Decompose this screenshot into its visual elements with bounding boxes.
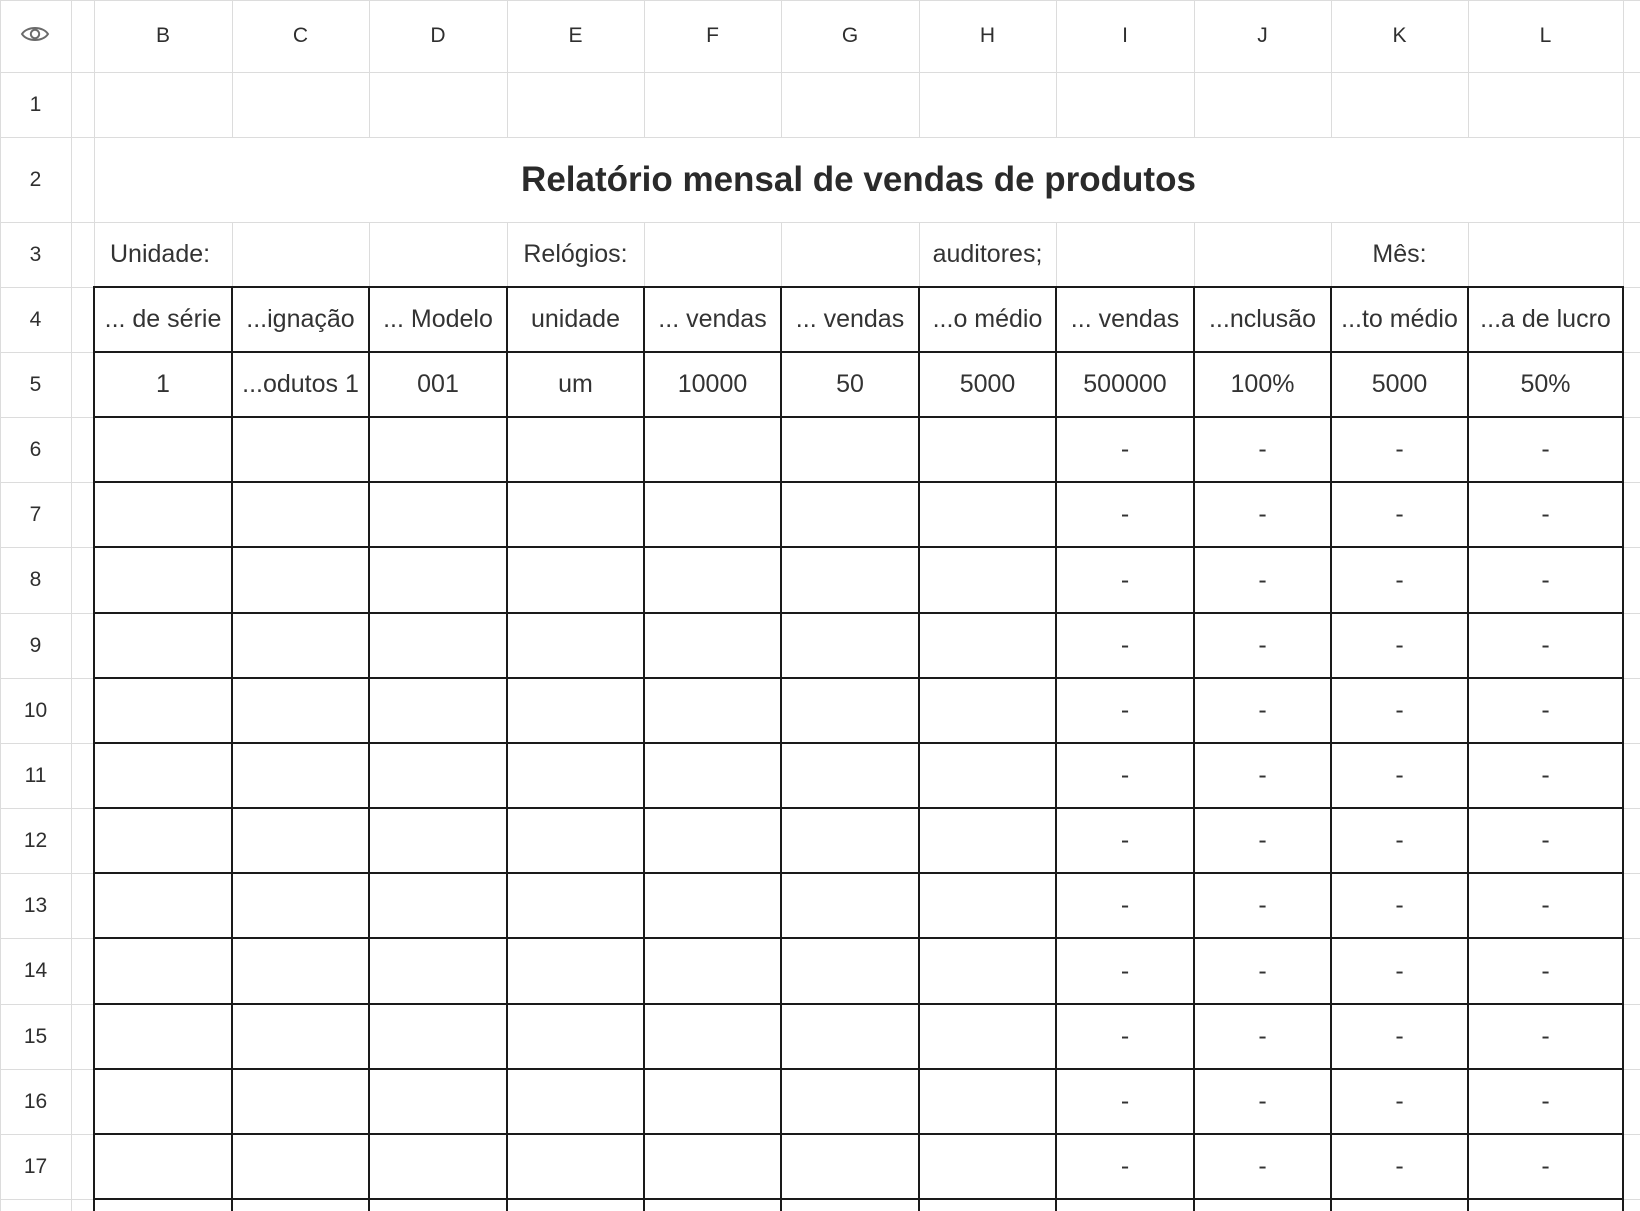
column-header-D[interactable]: D	[430, 24, 446, 47]
table-cell[interactable]	[507, 743, 644, 808]
table-border-horizontal	[93, 612, 1624, 614]
table-cell[interactable]	[781, 482, 919, 547]
table-cell[interactable]: 10000	[677, 370, 748, 398]
table-border-vertical	[643, 286, 645, 1211]
table-border-vertical	[368, 286, 370, 1211]
row-header-11[interactable]: 11	[24, 763, 47, 787]
table-cell[interactable]: -	[1258, 565, 1267, 594]
column-header-H[interactable]: H	[979, 24, 996, 47]
table-cell[interactable]: -	[1395, 1087, 1404, 1115]
table-cell[interactable]	[781, 678, 919, 743]
table-cell[interactable]	[94, 873, 232, 938]
table-cell[interactable]: -	[1395, 631, 1404, 659]
table-cell[interactable]: -	[1395, 1152, 1404, 1180]
table-border-horizontal	[93, 807, 1624, 809]
table-cell[interactable]: -	[1541, 631, 1550, 659]
table-cell[interactable]	[232, 1004, 369, 1069]
table-border-horizontal	[93, 742, 1624, 744]
table-cell[interactable]	[232, 482, 369, 547]
relogios-label: Relógios:	[523, 240, 628, 268]
table-cell[interactable]	[369, 1004, 507, 1069]
table-cell[interactable]	[507, 938, 644, 1004]
table-cell[interactable]	[919, 743, 1056, 808]
table-cell[interactable]	[781, 873, 919, 938]
table-cell[interactable]	[644, 1199, 781, 1211]
table-cell[interactable]: -	[1541, 565, 1550, 594]
table-cell[interactable]	[507, 547, 644, 613]
table-cell[interactable]: -	[1395, 826, 1404, 854]
row-header-7[interactable]: 7	[29, 502, 42, 526]
table-cell[interactable]	[369, 1134, 507, 1199]
table-cell[interactable]: -	[1258, 1087, 1267, 1115]
table-header-cell[interactable]: ... vendas	[658, 305, 767, 333]
column-header-C[interactable]: C	[292, 24, 309, 47]
table-cell[interactable]: -	[1120, 631, 1130, 659]
table-border-vertical	[231, 286, 233, 1211]
gridline-vertical	[71, 0, 72, 1211]
table-cell[interactable]: -	[1120, 891, 1130, 919]
table-cell[interactable]: 50%	[1520, 370, 1571, 398]
table-border-horizontal	[93, 1198, 1624, 1200]
table-cell[interactable]: -	[1258, 956, 1267, 985]
row-header-10[interactable]: 10	[23, 698, 48, 722]
table-header-cell[interactable]: unidade	[531, 305, 620, 333]
table-cell[interactable]	[781, 613, 919, 678]
table-border-horizontal	[93, 937, 1624, 939]
table-cell[interactable]	[644, 1134, 781, 1199]
row-header-13[interactable]: 13	[23, 893, 48, 917]
table-cell[interactable]	[644, 1004, 781, 1069]
table-cell[interactable]: -	[1541, 1022, 1550, 1050]
table-border-horizontal	[93, 416, 1624, 418]
table-border-horizontal	[93, 286, 1624, 288]
table-cell[interactable]: -	[1120, 1152, 1130, 1180]
unidade-label: Unidade:	[110, 240, 211, 268]
table-cell[interactable]: 500000	[1083, 370, 1167, 398]
table-cell[interactable]	[507, 808, 644, 873]
table-cell[interactable]: -	[1120, 956, 1130, 985]
table-border-horizontal	[93, 1068, 1624, 1070]
table-cell[interactable]	[781, 417, 919, 482]
table-border-vertical	[506, 286, 508, 1211]
column-header-G[interactable]: G	[841, 24, 859, 47]
row-header-12[interactable]: 12	[23, 828, 48, 852]
table-cell[interactable]: -	[1395, 435, 1404, 463]
table-cell[interactable]	[369, 678, 507, 743]
table-cell[interactable]	[94, 678, 232, 743]
table-cell[interactable]	[232, 1134, 369, 1199]
table-cell[interactable]	[919, 417, 1056, 482]
table-header-cell[interactable]: ...to médio	[1341, 305, 1458, 333]
table-cell[interactable]	[232, 938, 369, 1004]
table-cell[interactable]: ...odutos 1	[242, 370, 359, 398]
row-header-5[interactable]: 5	[29, 372, 42, 396]
gridline-horizontal	[0, 72, 1640, 73]
table-cell[interactable]	[232, 873, 369, 938]
table-cell[interactable]	[919, 482, 1056, 547]
eye-icon	[20, 23, 50, 50]
row-header-8[interactable]: 8	[29, 568, 42, 591]
table-cell[interactable]	[1056, 1199, 1194, 1211]
table-cell[interactable]	[507, 1199, 644, 1211]
table-cell[interactable]	[781, 1134, 919, 1199]
table-cell[interactable]: 001	[417, 370, 459, 398]
table-cell[interactable]	[919, 873, 1056, 938]
table-cell[interactable]	[94, 547, 232, 613]
table-cell[interactable]: -	[1395, 761, 1404, 789]
table-cell[interactable]: 5000	[1371, 370, 1428, 398]
table-cell[interactable]: -	[1120, 500, 1130, 528]
table-cell[interactable]: -	[1541, 1152, 1550, 1180]
table-border-horizontal	[93, 351, 1624, 353]
table-cell[interactable]: -	[1258, 1152, 1267, 1180]
table-cell[interactable]: -	[1541, 761, 1550, 789]
table-border-vertical	[93, 286, 95, 1211]
table-header-cell[interactable]: ... de série	[104, 305, 222, 333]
table-cell[interactable]: -	[1541, 1087, 1550, 1115]
table-cell[interactable]: um	[558, 370, 593, 398]
table-cell[interactable]: -	[1120, 1022, 1130, 1050]
row-header-6[interactable]: 6	[29, 437, 42, 461]
table-border-horizontal	[93, 546, 1624, 548]
table-cell[interactable]	[781, 743, 919, 808]
table-cell[interactable]: 1	[156, 370, 170, 398]
table-border-horizontal	[93, 1003, 1624, 1005]
table-cell[interactable]	[94, 1134, 232, 1199]
table-cell[interactable]	[644, 1069, 781, 1134]
row-header-4[interactable]: 4	[29, 307, 42, 331]
table-cell[interactable]	[781, 1199, 919, 1211]
row-header-16[interactable]: 16	[23, 1089, 48, 1113]
table-border-horizontal	[93, 1133, 1624, 1135]
table-cell[interactable]	[369, 417, 507, 482]
table-cell[interactable]	[94, 417, 232, 482]
column-header-B[interactable]: B	[155, 24, 170, 47]
table-cell[interactable]	[94, 482, 232, 547]
table-cell[interactable]	[94, 613, 232, 678]
table-cell[interactable]	[507, 482, 644, 547]
table-cell[interactable]	[369, 938, 507, 1004]
table-cell[interactable]: -	[1395, 565, 1404, 594]
column-header-E[interactable]: E	[568, 24, 583, 47]
table-cell[interactable]	[232, 547, 369, 613]
table-cell[interactable]: -	[1120, 435, 1130, 463]
table-cell[interactable]	[369, 547, 507, 613]
table-cell[interactable]	[94, 743, 232, 808]
table-cell[interactable]	[232, 417, 369, 482]
table-border-horizontal	[93, 677, 1624, 679]
table-cell[interactable]	[507, 1069, 644, 1134]
table-cell[interactable]: -	[1395, 891, 1404, 919]
table-cell[interactable]	[644, 417, 781, 482]
table-cell[interactable]	[1331, 1199, 1468, 1211]
table-cell[interactable]	[919, 808, 1056, 873]
table-cell[interactable]	[94, 1004, 232, 1069]
table-cell[interactable]	[369, 873, 507, 938]
table-cell[interactable]	[644, 873, 781, 938]
table-cell[interactable]	[369, 743, 507, 808]
table-cell[interactable]	[644, 938, 781, 1004]
table-cell[interactable]	[94, 1069, 232, 1134]
table-cell[interactable]: -	[1258, 696, 1267, 724]
table-cell[interactable]	[232, 1199, 369, 1211]
table-cell[interactable]	[94, 1199, 232, 1211]
table-cell[interactable]: -	[1541, 696, 1550, 724]
table-cell[interactable]	[507, 613, 644, 678]
table-cell[interactable]: -	[1258, 500, 1267, 528]
table-cell[interactable]	[919, 1199, 1056, 1211]
table-cell[interactable]: -	[1258, 1022, 1267, 1050]
table-cell[interactable]: -	[1258, 891, 1267, 919]
table-cell[interactable]: -	[1258, 826, 1267, 854]
table-cell[interactable]	[507, 417, 644, 482]
table-cell[interactable]	[1194, 1199, 1331, 1211]
table-cell[interactable]	[369, 1199, 507, 1211]
table-cell[interactable]	[369, 613, 507, 678]
table-cell[interactable]: -	[1120, 565, 1130, 594]
table-cell[interactable]	[369, 808, 507, 873]
table-cell[interactable]: -	[1541, 500, 1550, 528]
row-header-14[interactable]: 14	[23, 959, 48, 982]
table-cell[interactable]	[781, 547, 919, 613]
column-header-L[interactable]: L	[1539, 24, 1552, 47]
table-header-cell[interactable]: ... vendas	[1070, 305, 1180, 333]
table-cell[interactable]: -	[1541, 826, 1550, 854]
table-cell[interactable]	[507, 873, 644, 938]
table-cell[interactable]	[232, 678, 369, 743]
table-cell[interactable]	[919, 938, 1056, 1004]
table-border-vertical	[1467, 286, 1469, 1211]
table-cell[interactable]	[507, 678, 644, 743]
table-cell[interactable]	[507, 1004, 644, 1069]
table-header-cell[interactable]: ... vendas	[795, 305, 905, 333]
column-header-J[interactable]: J	[1257, 24, 1268, 47]
table-cell[interactable]: 50	[836, 370, 864, 398]
table-cell[interactable]: -	[1541, 891, 1550, 919]
table-cell[interactable]	[232, 808, 369, 873]
table-cell[interactable]	[94, 808, 232, 873]
table-cell[interactable]: -	[1541, 956, 1550, 985]
table-header-cell[interactable]: ...o médio	[932, 305, 1043, 333]
table-cell[interactable]: -	[1120, 1087, 1130, 1115]
table-cell[interactable]: -	[1258, 435, 1267, 463]
table-border-vertical	[780, 286, 782, 1211]
table-cell[interactable]	[232, 613, 369, 678]
table-cell[interactable]	[919, 678, 1056, 743]
table-cell[interactable]: 100%	[1230, 370, 1295, 398]
table-cell[interactable]: -	[1541, 435, 1550, 463]
table-cell[interactable]: -	[1120, 826, 1130, 854]
table-cell[interactable]: -	[1395, 696, 1404, 724]
auditores-label: auditores;	[932, 240, 1043, 268]
table-header-cell[interactable]: ...ignação	[246, 305, 355, 333]
table-cell[interactable]: -	[1395, 956, 1404, 985]
table-cell[interactable]	[919, 1069, 1056, 1134]
table-border-horizontal	[93, 481, 1624, 483]
table-cell[interactable]	[781, 1069, 919, 1134]
table-cell[interactable]: -	[1258, 761, 1267, 789]
row-header-3[interactable]: 3	[29, 242, 42, 266]
row-header-17[interactable]: 17	[23, 1154, 48, 1178]
table-cell[interactable]: -	[1395, 500, 1404, 528]
table-cell[interactable]	[369, 482, 507, 547]
column-header-I[interactable]: I	[1122, 24, 1128, 47]
row-header-1[interactable]: 1	[29, 92, 42, 116]
table-cell[interactable]	[644, 482, 781, 547]
table-cell[interactable]	[232, 743, 369, 808]
table-border-horizontal	[93, 872, 1624, 874]
table-cell[interactable]	[644, 808, 781, 873]
table-border-vertical	[1330, 286, 1332, 1211]
table-cell[interactable]	[781, 1004, 919, 1069]
table-header-cell[interactable]: ...a de lucro	[1480, 305, 1611, 333]
table-cell[interactable]	[94, 938, 232, 1004]
table-border-vertical	[918, 286, 920, 1211]
table-border-vertical	[1055, 286, 1057, 1211]
table-border-vertical	[1622, 286, 1624, 1211]
table-header-cell[interactable]: ... Modelo	[383, 305, 493, 333]
table-cell[interactable]	[919, 547, 1056, 613]
table-cell[interactable]	[781, 808, 919, 873]
table-cell[interactable]	[781, 938, 919, 1004]
table-cell[interactable]: -	[1120, 696, 1130, 724]
table-cell[interactable]	[919, 1004, 1056, 1069]
column-header-K[interactable]: K	[1392, 24, 1407, 47]
table-cell[interactable]: 5000	[959, 370, 1016, 398]
table-cell[interactable]	[644, 547, 781, 613]
table-cell[interactable]	[232, 1069, 369, 1134]
mes-label: Mês:	[1372, 240, 1427, 268]
report-title: Relatório mensal de vendas de produtos	[521, 159, 1196, 199]
table-cell[interactable]	[507, 1134, 644, 1199]
table-cell[interactable]	[919, 613, 1056, 678]
column-header-F[interactable]: F	[706, 24, 719, 47]
row-header-2[interactable]: 2	[29, 167, 42, 191]
table-cell[interactable]	[644, 613, 781, 678]
visibility-toggle[interactable]	[0, 0, 70, 72]
table-border-vertical	[1193, 286, 1195, 1211]
row-header-15[interactable]: 15	[23, 1024, 48, 1048]
table-cell[interactable]: -	[1395, 1022, 1404, 1050]
table-cell[interactable]: -	[1120, 761, 1130, 789]
table-header-cell[interactable]: ...nclusão	[1208, 305, 1316, 333]
table-cell[interactable]: -	[1258, 631, 1267, 659]
table-cell[interactable]	[644, 743, 781, 808]
table-cell[interactable]	[644, 678, 781, 743]
table-cell[interactable]	[369, 1069, 507, 1134]
row-header-9[interactable]: 9	[29, 633, 42, 657]
table-cell[interactable]	[919, 1134, 1056, 1199]
table-cell[interactable]	[1468, 1199, 1623, 1211]
